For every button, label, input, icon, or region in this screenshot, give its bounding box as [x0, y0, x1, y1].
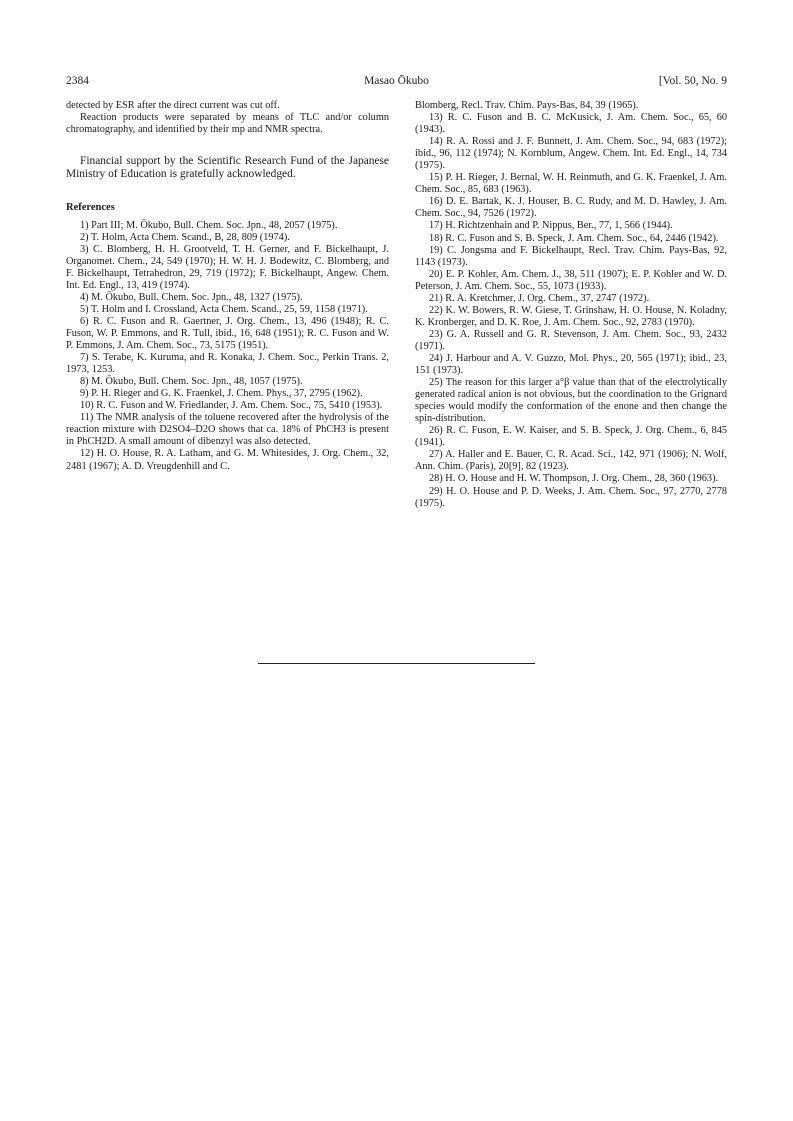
- reference-item: 16) D. E. Bartak, K. J. Houser, B. C. Rudy, and M. D. Hawley, J. Am. Chem. Soc., 94, 7526 (1972).: [415, 196, 727, 220]
- reference-item: 23) G. A. Russell and G. R. Stevenson, J. Am. Chem. Soc., 93, 2432 (1971).: [415, 328, 727, 352]
- reference-item: 4) M. Ōkubo, Bull. Chem. Soc. Jpn., 48, 1327 (1975).: [80, 291, 303, 303]
- page-header: [66, 75, 727, 91]
- acknowledgment: Financial support by the Scientific Research Fund of the Japanese Ministry of Education is gratefully acknowledged.: [66, 155, 389, 181]
- end-rule: [258, 663, 535, 664]
- reference-item: 29) H. O. House and P. D. Weeks, J. Am. Chem. Soc., 97, 2770, 2778 (1975).: [415, 485, 727, 509]
- reference-item: 10) R. C. Fuson and W. Friedlander, J. Am. Chem. Soc., 75, 5410 (1953).: [80, 400, 383, 412]
- reference-item: 11) The NMR analysis of the toluene recovered after the hydrolysis of the reaction mixture with D2SO4–D2O shows that ca. 18% of PhCH3 is present in PhCH2D. A small amount of dibenzyl was also detected.: [66, 412, 389, 448]
- reference-item: 20) E. P. Kohler, Am. Chem. J., 38, 511 (1907); E. P. Kohler and W. D. Peterson, J. Am. Chem. Soc., 55, 1073 (1933).: [415, 268, 727, 292]
- reference-item: 6) R. C. Fuson and R. Gaertner, J. Org. Chem., 13, 496 (1948); R. C. Fuson, W. P. Emmons, and R. Tull, ibid., 16, 648 (1951); R. C. Fuson and W. P. Emmons, J. Am. Chem. Soc., 73, 5175 (1951).: [66, 315, 389, 352]
- reference-item: 1) Part III; M. Ōkubo, Bull. Chem. Soc. Jpn., 48, 2057 (1975).: [80, 219, 338, 231]
- reference-item: 9) P. H. Rieger and G. K. Fraenkel, J. Chem. Phys., 37, 2795 (1962).: [80, 388, 363, 400]
- body-paragraph: detected by ESR after the direct current was cut off.: [66, 100, 280, 111]
- reference-continuation: Blomberg, Recl. Trav. Chim. Pays-Bas, 84, 39 (1965).: [415, 100, 639, 111]
- reference-item: 13) R. C. Fuson and B. C. McKusick, J. Am. Chem. Soc., 65, 60 (1943).: [415, 112, 727, 136]
- reference-item: 24) J. Harbour and A. V. Guzzo, Mol. Phys., 20, 565 (1971); ibid., 23, 151 (1973).: [415, 352, 727, 377]
- reference-item: 28) H. O. House and H. W. Thompson, J. Org. Chem., 28, 360 (1963).: [429, 473, 719, 485]
- reference-item: 8) M. Ōkubo, Bull. Chem. Soc. Jpn., 48, 1057 (1975).: [80, 376, 303, 388]
- page-number: 2384: [66, 75, 89, 87]
- reference-item: 15) P. H. Rieger, J. Bernal, W. H. Reinmuth, and G. K. Fraenkel, J. Am. Chem. Soc., 85, 683 (1963).: [415, 172, 727, 196]
- reference-item: 21) R. A. Kretchmer, J. Org. Chem., 37, 2747 (1972).: [429, 292, 650, 304]
- reference-item: 5) T. Holm and I. Crossland, Acta Chem. Scand., 25, 59, 1158 (1971).: [80, 303, 368, 315]
- reference-item: 19) C. Jongsma and F. Bickelhaupt, Recl. Trav. Chim. Pays-Bas, 92, 1143 (1973).: [415, 244, 727, 268]
- reference-item: 7) S. Terabe, K. Kuruma, and R. Konaka, J. Chem. Soc., Perkin Trans. 2, 1973, 1253.: [66, 352, 389, 376]
- reference-item: 25) The reason for this larger a°β value than that of the electrolytically generated radical anion is not obvious, but the coordination to the Grignard species would modify the conformation of the enone and then change the spin-distribution.: [415, 377, 727, 425]
- reference-item: 18) R. C. Fuson and S. B. Speck, J. Am. Chem. Soc., 64, 2446 (1942).: [429, 232, 719, 244]
- left-column: [66, 100, 389, 473]
- running-author: Masao Ōkubo: [364, 75, 429, 87]
- reference-item: 22) K. W. Bowers, R. W. Giese, T. Grinshaw, H. O. House, N. Koladny, K. Kronberger, and D. K. Roe, J. Am. Chem. Soc., 92, 2783 (1970).: [415, 304, 727, 328]
- right-column: [415, 100, 727, 510]
- reference-item: 17) H. Richtzenhain and P. Nippus, Ber., 77, 1, 566 (1944).: [429, 220, 673, 232]
- reference-item: 3) C. Blomberg, H. H. Grootveld, T. H. Gerner, and F. Bickelhaupt, J. Organomet. Chem., 24, 549 (1970); H. W. H. J. Bodewitz, C. Blomberg, and F. Bickelhaupt, Tetrahedron, 29, 719 (1972); F. Bickelhaupt, Angew. Chem. Int. Ed. Engl., 13, 419 (1974).: [66, 243, 389, 291]
- references-heading: References: [66, 201, 115, 213]
- volume-info: [Vol. 50, No. 9: [658, 75, 727, 87]
- reference-item: 26) R. C. Fuson, E. W. Kaiser, and S. B. Speck, J. Org. Chem., 6, 845 (1941).: [415, 425, 727, 449]
- body-paragraph: Reaction products were separated by means of TLC and/or column chromatography, and identified by their mp and NMR spectra.: [66, 112, 389, 136]
- reference-item: 27) A. Haller and E. Bauer, C. R. Acad. Sci., 142, 971 (1906); N. Wolf, Ann. Chim. (Paris), 20[9], 82 (1923).: [415, 449, 727, 473]
- reference-item: 12) H. O. House, R. A. Latham, and G. M. Whitesides, J. Org. Chem., 32, 2481 (1967); A. D. Vreugdenhill and C.: [66, 448, 389, 472]
- reference-item: 14) R. A. Rossi and J. F. Bunnett, J. Am. Chem. Soc., 94, 683 (1972); ibid., 96, 112 (1974); N. Kornblum, Angew. Chem. Int. Ed. Engl., 14, 734 (1975).: [415, 136, 727, 172]
- reference-item: 2) T. Holm, Acta Chem. Scand., B, 28, 809 (1974).: [80, 231, 290, 243]
